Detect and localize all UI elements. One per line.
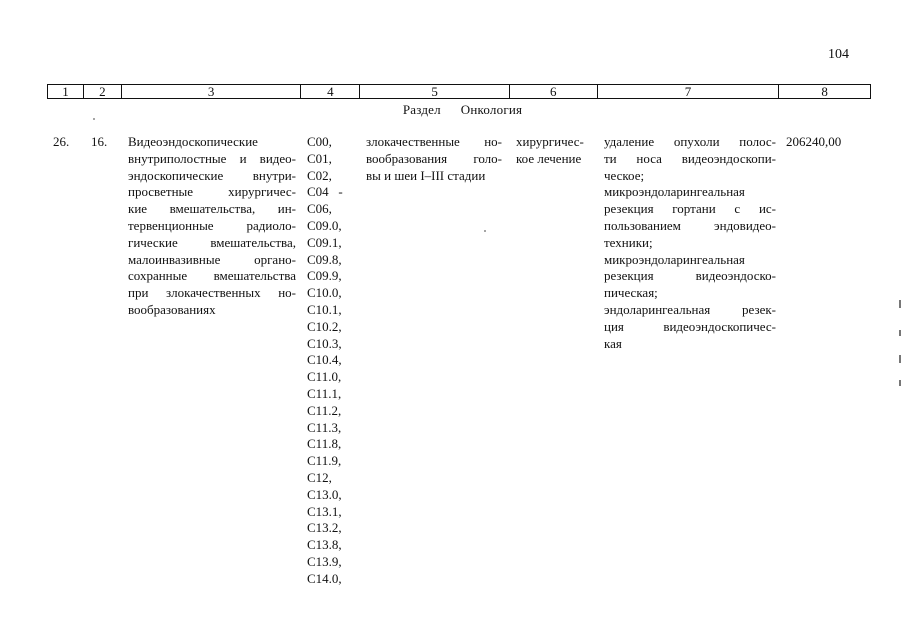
method-line: пользованием эндовидео-	[604, 217, 776, 233]
icd-code: C10.1,	[307, 301, 342, 317]
edge-mark	[899, 300, 901, 308]
section-label: Раздел	[402, 102, 441, 117]
icd-code: C11.8,	[307, 436, 342, 452]
method-line: техники;	[604, 234, 653, 250]
section-title	[0, 102, 905, 118]
header-col-2: 2	[84, 85, 122, 98]
name-line: при злокачественных но-	[128, 285, 296, 301]
method-line: микроэндоларингеальная	[604, 251, 745, 267]
icd-code: C13.2,	[307, 520, 342, 536]
method-line: ция видеоэндоскопичес-	[604, 318, 776, 334]
name-line: кие вмешательства, ин-	[128, 201, 296, 217]
name-line: тервенционные радиоло-	[128, 217, 296, 233]
icd-code: C13.8,	[307, 537, 342, 553]
treatment-line: кое лечение	[516, 150, 582, 166]
column-number-header	[47, 84, 871, 99]
method-line: эндоларингеальная резек-	[604, 301, 776, 317]
method-line: резекция гортани с ис-	[604, 201, 776, 217]
icd-code: C11.3,	[307, 419, 342, 435]
method-line: резекция видеоэндоско-	[604, 268, 776, 284]
icd-code: C09.8,	[307, 251, 342, 267]
icd-code: C13.0,	[307, 486, 342, 502]
header-col-6: 6	[510, 85, 598, 98]
name-line: гические вмешательства,	[128, 234, 296, 250]
icd-codes	[307, 134, 367, 588]
header-col-7: 7	[598, 85, 780, 98]
method-line: микроэндоларингеальная	[604, 184, 745, 200]
name-line: малоинвазивные органо-	[128, 251, 296, 267]
icd-code: C10.2,	[307, 318, 342, 334]
icd-code: C01,	[307, 150, 332, 166]
icd-code: C10.4,	[307, 352, 342, 368]
icd-code: C13.9,	[307, 553, 342, 569]
section-name: Онкология	[460, 102, 523, 117]
method-line: ти носа видеоэндоскопи-	[604, 150, 776, 166]
header-col-4: 4	[301, 85, 360, 98]
icd-code: C11.2,	[307, 402, 342, 418]
name-line: сохранные вмешательства	[128, 268, 296, 284]
treatment-method	[604, 134, 776, 352]
icd-code: C00,	[307, 134, 332, 149]
cost-value: 206240,00	[786, 134, 842, 149]
scan-speck	[484, 230, 486, 232]
header-col-8: 8	[821, 84, 828, 99]
scan-speck	[93, 118, 95, 120]
intervention-name	[128, 134, 296, 319]
name-line: просветные хирургичес-	[128, 184, 296, 200]
group-number: 16.	[91, 134, 108, 149]
edge-mark	[899, 380, 901, 386]
icd-code: C09.1,	[307, 234, 342, 250]
icd-code: C09.9,	[307, 268, 342, 284]
row-number: 26.	[53, 134, 70, 149]
name-line: Видеоэндоскопические	[128, 134, 258, 149]
method-line: кая	[604, 335, 622, 351]
header-col-5: 5	[360, 85, 510, 98]
model-line: вы и шеи I–III стадии	[366, 167, 486, 183]
name-line: эндоскопические внутри-	[128, 167, 296, 183]
header-col-3: 3	[122, 85, 302, 98]
icd-code: C12,	[307, 469, 332, 485]
icd-code: C09.0,	[307, 217, 342, 233]
method-line: пическая;	[604, 285, 658, 301]
edge-mark	[899, 355, 901, 363]
icd-code: C02,	[307, 167, 332, 183]
icd-code: C14.0,	[307, 570, 342, 586]
edge-mark	[899, 330, 901, 336]
icd-code: C10.0,	[307, 285, 342, 301]
name-line: вообразованиях	[128, 301, 216, 317]
icd-code: C13.1,	[307, 503, 342, 519]
icd-code: C11.1,	[307, 385, 342, 401]
icd-code: C06,	[307, 201, 332, 217]
treatment-line: хирургичес-	[516, 134, 584, 149]
icd-code: C11.9,	[307, 453, 342, 469]
name-line: внутриполостные и видео-	[128, 150, 296, 166]
page-number: 104	[828, 47, 849, 62]
patient-model	[366, 134, 502, 184]
header-col-1: 1	[48, 85, 84, 98]
treatment-type	[516, 134, 594, 168]
method-line: ческое;	[604, 167, 645, 183]
method-line: удаление опухоли полос-	[604, 134, 776, 149]
icd-code: C11.0,	[307, 369, 342, 385]
icd-code: C10.3,	[307, 335, 342, 351]
icd-code: C04 -	[307, 184, 343, 200]
model-line: вообразования голо-	[366, 150, 502, 166]
model-line: злокачественные но-	[366, 134, 502, 149]
